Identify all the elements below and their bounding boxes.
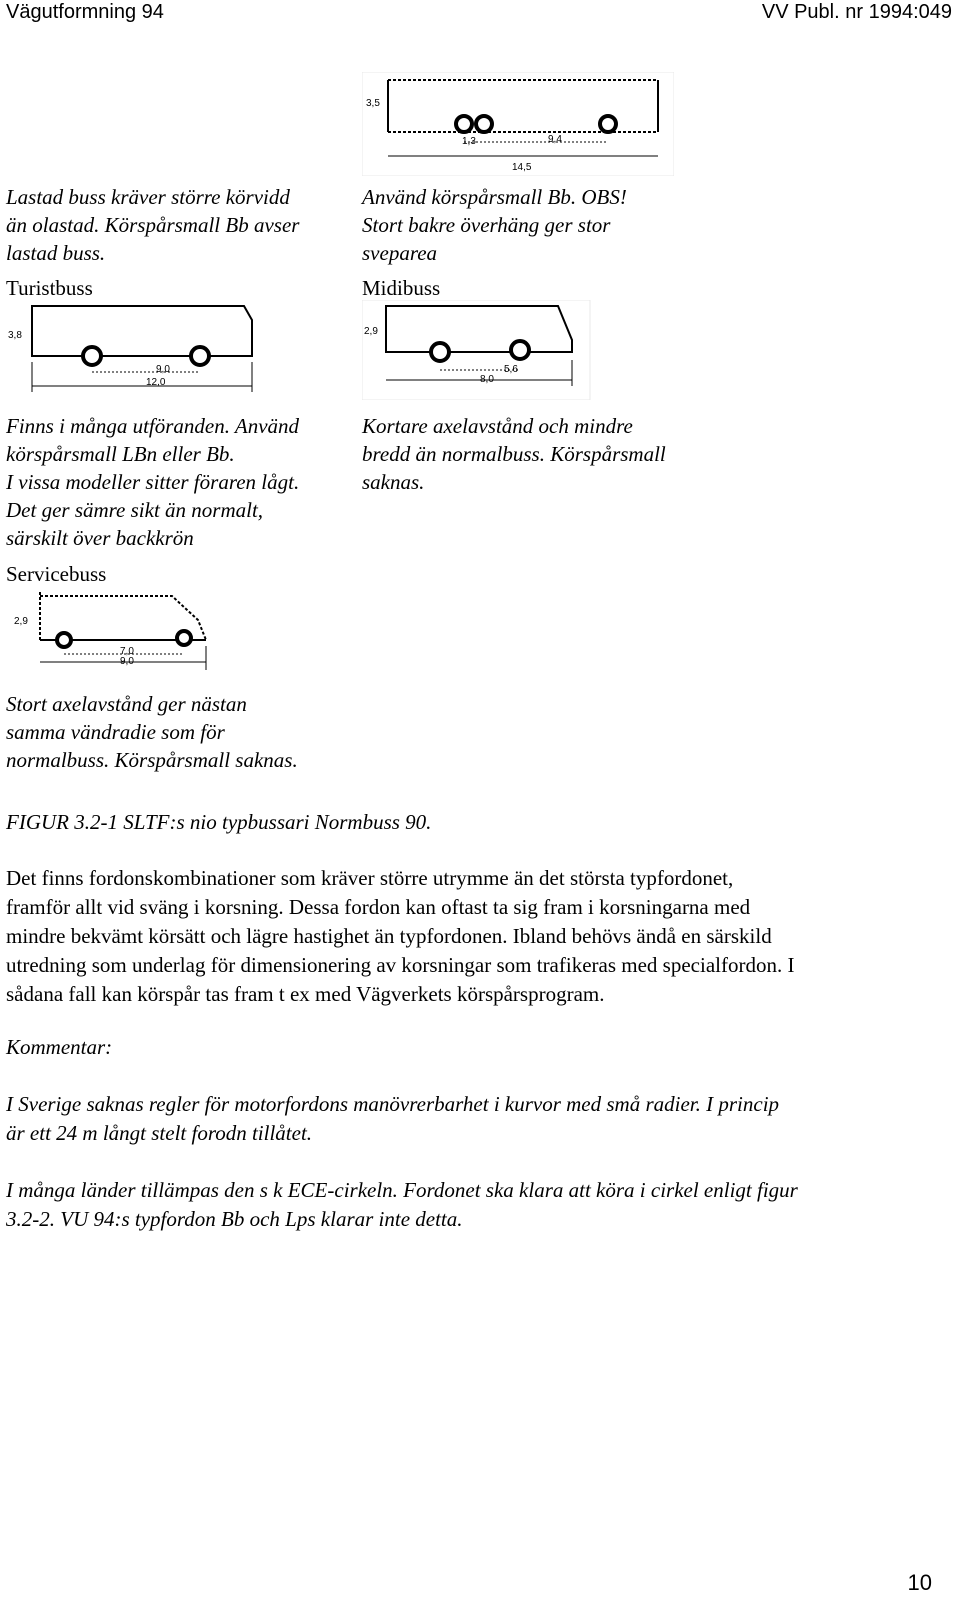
right-block-2 <box>362 412 666 496</box>
midi-bus-length-label: 8,0 <box>480 374 494 385</box>
right-block-1-line-2: Stort bakre överhäng ger stor <box>362 213 611 237</box>
tourist-bus-drawing <box>6 302 258 394</box>
left-block-1-line-3: lastad buss. <box>6 241 106 265</box>
bus-rear-overhang-drawing <box>362 72 674 176</box>
tourist-bus-wheelbase-label: 9,0 <box>156 364 170 375</box>
body-paragraph <box>6 864 956 1009</box>
left-block-3-line-3: normalbuss. Körspårsmall saknas. <box>6 748 298 772</box>
midi-bus-figure <box>362 300 592 400</box>
left-block-1-line-2: än olastad. Körspårsmall Bb avser <box>6 213 300 237</box>
kommentar-p2-line-2: 3.2-2. VU 94:s typfordon Bb och Lps klarar inte detta. <box>6 1207 463 1231</box>
kommentar-paragraph-1 <box>6 1090 956 1148</box>
kommentar-p1-line-1: I Sverige saknas regler för motorfordons manövrerbarhet i kurvor med små radier. I princip <box>6 1092 780 1116</box>
bus-rear-overhang-wheelbase-label: 9,4 <box>548 134 562 145</box>
kommentar-paragraph-2 <box>6 1176 956 1234</box>
right-block-1 <box>362 183 627 267</box>
service-bus-wheelbase-label: 7,0 <box>120 646 134 657</box>
bus-rear-overhang-height-label: 3,5 <box>366 98 380 109</box>
left-block-1 <box>6 183 299 267</box>
left-block-3-line-2: samma vändradie som för <box>6 720 225 744</box>
header-right: VV Publ. nr 1994:049 <box>761 1 952 23</box>
tourist-bus-length-label: 12,0 <box>146 377 166 388</box>
left-block-2-line-3: I vissa modeller sitter föraren lågt. <box>6 470 300 494</box>
right-block-1-line-3: svepar​ea <box>362 241 438 265</box>
body-line-1: Det finns fordonskombinationer som kräver större utrymme än det största typfordonet, <box>6 866 734 890</box>
left-block-2-line-2: körspårsmall LBn eller Bb. <box>6 442 235 466</box>
servicebuss-title: Servicebuss <box>6 562 107 586</box>
right-block-2-line-1: Kortare axelavstånd och mindre <box>362 414 633 438</box>
bus-rear-overhang-length-label: 14,5 <box>512 162 532 173</box>
right-block-1-line-1: Använd körspårsmall Bb. OBS! <box>362 185 627 209</box>
tourist-bus-figure <box>6 302 258 394</box>
midi-bus-wheelbase-label: 5,6 <box>504 364 518 375</box>
service-bus-height-label: 2,9 <box>14 616 28 627</box>
kommentar-p1-line-2: är ett 24 m långt stelt forodn tillåtet. <box>6 1121 313 1145</box>
left-block-3-line-1: Stort axelavstånd ger nästan <box>6 692 247 716</box>
right-block-2-line-2: bredd än normalbuss. Körspårsmall <box>362 442 666 466</box>
body-line-2: framför allt vid sväng i korsning. Dessa fordon kan oftast ta sig fram i korsningarna med <box>6 895 751 919</box>
service-bus-drawing <box>12 590 212 674</box>
tourist-bus-height-label: 3,8 <box>8 330 22 341</box>
midibuss-title: Midibuss <box>362 276 441 300</box>
body-line-3: mindre bekvämt körsätt och lägre hastighet än typfordonen. Ibland behövs ändå en särskild <box>6 924 772 948</box>
turistbuss-title: Turistbuss <box>6 276 93 300</box>
left-block-1-line-1: Lastad buss kräver större körvidd <box>6 185 290 209</box>
page-number: 10 <box>907 1570 932 1595</box>
midi-bus-drawing <box>362 300 592 400</box>
left-block-2-line-4: Det ger sämre sikt än normalt, <box>6 498 264 522</box>
figure-caption: FIGUR 3.2-1 SLTF:s nio typbussari Normbuss 90. <box>6 810 432 834</box>
body-line-5: sådana fall kan körspår tas fram t ex med Vägverkets körspårsprogram. <box>6 982 605 1006</box>
service-bus-length-label: 9,0 <box>120 656 134 667</box>
kommentar-p2-line-1: I många länder tillämpas den s k ECE-cirkeln. Fordonet ska klara att köra i cirkel enligt figur <box>6 1178 798 1202</box>
left-block-3 <box>6 690 298 774</box>
bus-rear-overhang-figure <box>362 72 674 176</box>
left-block-2-line-5: särskilt över backkrön <box>6 526 194 550</box>
bus-rear-overhang-axle-label: 1,3 <box>462 136 476 147</box>
kommentar-heading: Kommentar: <box>6 1035 113 1059</box>
right-block-2-line-3: saknas. <box>362 470 425 494</box>
body-line-4: utredning som underlag för dimensionering av korsningar som trafikeras med specialfordon. I <box>6 953 795 977</box>
left-block-2-line-1: Finns i många utföranden. Använd <box>6 414 300 438</box>
service-bus-figure <box>12 590 212 674</box>
left-block-2 <box>6 412 299 552</box>
midi-bus-height-label: 2,9 <box>364 326 378 337</box>
header-left: Vägutformning 94 <box>6 1 164 23</box>
